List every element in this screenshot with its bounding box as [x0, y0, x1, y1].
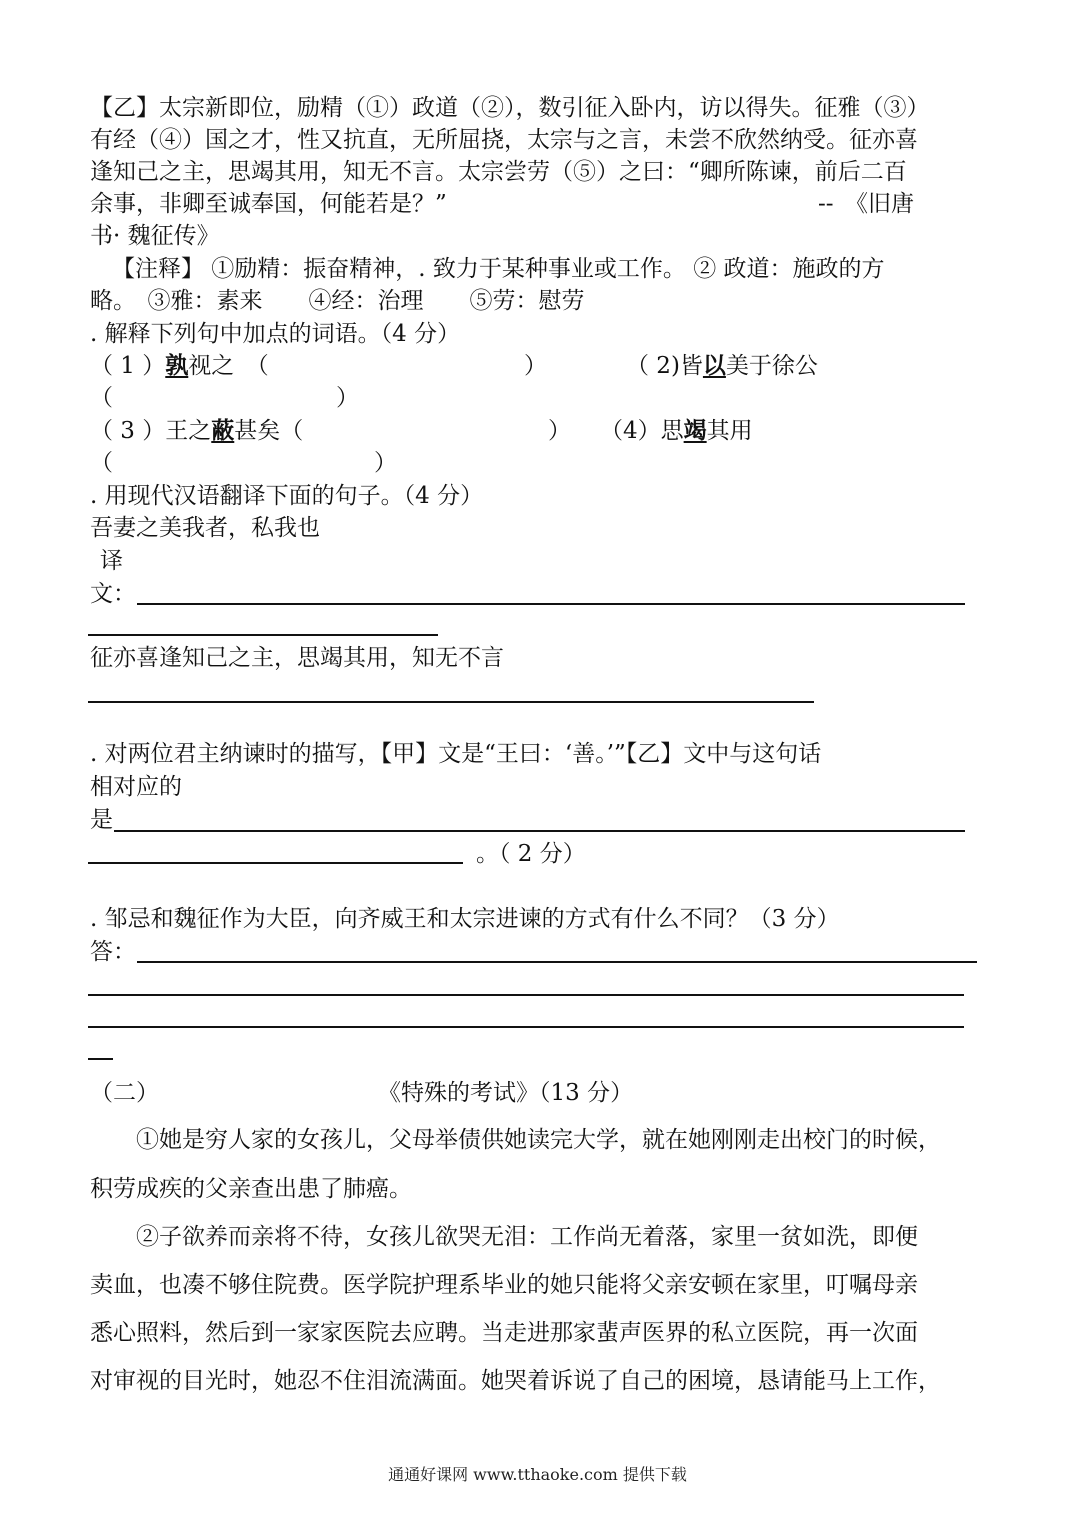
q1-item-4-open: （ — [90, 450, 113, 476]
section-2-number: （二） — [90, 1080, 159, 1106]
q1-item-3-close: ） — [548, 418, 571, 444]
paragraph-line: 积劳成疾的父亲查出患了肺癌。 — [90, 1176, 412, 1202]
paragraph-line: ②子欲养而亲将不待，女孩儿欲哭无泪：工作尚无着落，家里一贫如洗，即便 — [136, 1224, 918, 1250]
answer-line[interactable] — [88, 1058, 113, 1060]
answer-line[interactable] — [88, 994, 964, 996]
passage-line: 余事，非卿至诚奉国，何能若是？” — [90, 191, 447, 217]
answer-line[interactable] — [88, 634, 438, 636]
paragraph-line: 悉心照料，然后到一家家医院去应聘。当走进那家蜚声医界的私立医院，再一次面 — [90, 1320, 918, 1346]
q1-item-2-open: （ — [90, 385, 113, 411]
passage-line: 逢知己之主，思竭其用，知无不言。太宗尝劳（⑤）之曰：“卿所陈谏，前后二百 — [90, 159, 907, 185]
question-3-score: 。（ 2 分） — [476, 841, 586, 867]
q1-item-1 — [90, 350, 269, 382]
paragraph-line: 对审视的目光时，她忍不住泪流满面。她哭着诉说了自己的困境，恳请能马上工作， — [90, 1368, 941, 1394]
notes-line: 【注释】 ①励精：振奋精神，. 致力于某种事业或工作。 ② 政道：施政的方 — [112, 256, 885, 282]
passage-source: -- 《旧唐 — [818, 191, 915, 217]
q4-answer-label: 答： — [90, 939, 136, 965]
q1-item-3-pre: （ 3 ）王之 — [90, 418, 212, 444]
q1-item-4 — [600, 415, 753, 447]
answer-line[interactable] — [114, 830, 965, 832]
q1-item-1-close: ） — [524, 353, 547, 379]
q1-item-1-pre: （ 1 ） — [90, 353, 166, 379]
question-2-title: . 用现代汉语翻译下面的句子。（4 分） — [90, 483, 484, 509]
q1-item-3-post: 甚矣（ — [234, 418, 304, 444]
answer-line[interactable] — [137, 961, 977, 963]
question-3-line: 相对应的 — [90, 774, 182, 800]
answer-line[interactable] — [88, 701, 814, 703]
q1-item-4-pre: （4）思 — [600, 418, 684, 444]
answer-line[interactable] — [137, 603, 965, 605]
q2-translation-label-1: 译 — [100, 548, 123, 574]
question-1-title: . 解释下列句中加点的词语。（4 分） — [90, 321, 461, 347]
passage-line: 书· 魏征传》 — [90, 223, 220, 249]
q1-item-4-word: 竭 — [683, 417, 707, 444]
q2-sentence-2: 征亦喜逢知己之主，思竭其用，知无不言 — [90, 645, 504, 671]
q1-item-1-post: 视之 （ — [188, 353, 269, 379]
answer-line[interactable] — [88, 1026, 964, 1028]
section-2-title: 《特殊的考试》（13 分） — [378, 1080, 634, 1106]
q1-item-2-pre: （ 2)皆 — [626, 353, 703, 379]
notes-line: 略。 ③雅：素来 ④经：治理 ⑤劳：慰劳 — [90, 288, 585, 314]
q1-item-4-post: 其用 — [706, 418, 753, 444]
question-3-line: 是 — [90, 807, 113, 833]
q1-item-2-word: 以 — [702, 352, 726, 379]
q2-translation-label-2: 文： — [90, 581, 136, 607]
passage-line: 有经（④）国之才，性又抗直，无所屈挠，太宗与之言，未尝不欣然纳受。征亦喜 — [90, 127, 918, 153]
q1-item-3-word: 蔽 — [211, 417, 235, 444]
q1-item-3 — [90, 415, 303, 447]
answer-line[interactable] — [88, 862, 463, 864]
q1-item-4-close: ） — [374, 450, 397, 476]
question-3-line: . 对两位君主纳谏时的描写，【甲】文是“王曰：‘善。’”【乙】文中与这句话 — [90, 741, 822, 767]
question-4-title: . 邹忌和魏征作为大臣，向齐威王和太宗进谏的方式有什么不同？（3 分） — [90, 906, 840, 932]
paragraph-line: ①她是穷人家的女孩儿，父母举债供她读完大学，就在她刚刚走出校门的时候， — [136, 1127, 941, 1153]
passage-line: 【乙】太宗新即位，励精（①）政道（②），数引征入卧内，访以得失。征雅（③） — [90, 95, 930, 121]
q1-item-2-close: ） — [336, 385, 359, 411]
q1-item-1-word: 孰 — [165, 352, 189, 379]
q1-item-2 — [626, 350, 818, 382]
q2-sentence-1: 吾妻之美我者，私我也 — [90, 515, 320, 541]
q1-item-2-post: 美于徐公 — [725, 353, 818, 379]
page-footer: 通通好课网 www.tthaoke.com 提供下载 — [388, 1465, 687, 1484]
paragraph-line: 卖血，也凑不够住院费。医学院护理系毕业的她只能将父亲安顿在家里，叮嘱母亲 — [90, 1272, 918, 1298]
